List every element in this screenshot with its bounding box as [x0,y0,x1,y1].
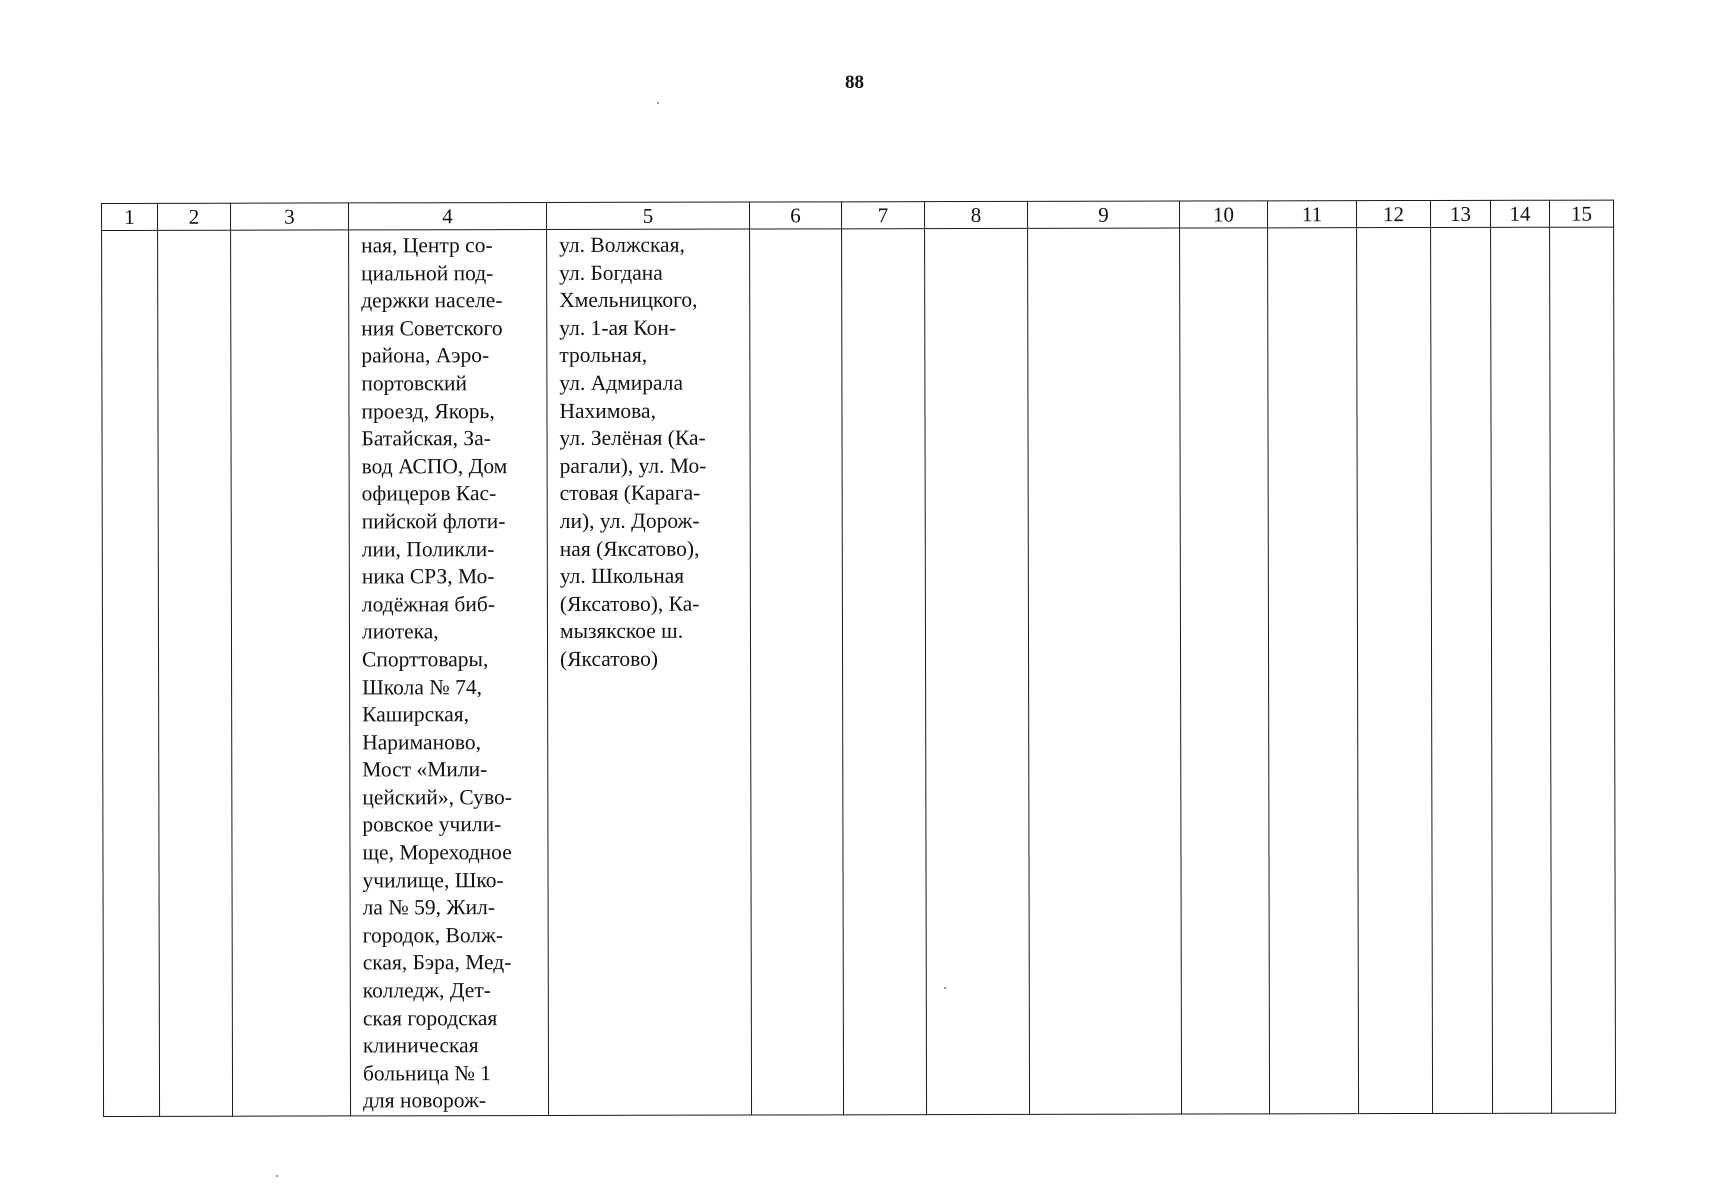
header-cell: 9 [1027,201,1179,228]
cell-text-line: ул. Адмирала [559,370,684,395]
cell-text-line: пийской флоти- [361,509,506,534]
cell-text-line: цейский», Суво- [362,784,512,810]
cell-text-line: Хмельницкого, [559,287,698,313]
cell-text-line: ния Советского [361,315,503,341]
cell-text-line: ще, Мореходное [362,840,512,865]
cell-text-line: циальной под- [361,260,494,286]
table-cell-col-3 [231,230,351,1116]
header-cell: 3 [231,203,349,230]
cell-text-line: района, Аэро- [361,343,490,368]
table-cell-col-14 [1491,227,1552,1113]
table-cell-col-5 [547,229,752,1115]
cell-text-line: Мост «Мили- [362,757,488,782]
cell-text-line: лодёжная биб- [361,591,496,617]
scan-speck [657,102,659,104]
table-row [102,227,1616,1116]
table-cell-col-2 [158,230,233,1116]
table-cell-col-15 [1550,227,1616,1113]
header-cell: 15 [1549,200,1613,227]
table-cell-col-13 [1431,227,1493,1113]
cell-text-line: ул. Школьная [559,563,685,589]
cell-text-line: стовая (Карага- [559,480,701,506]
cell-text-line: ская, Бэра, Мед- [362,950,512,975]
cell-text-line: трольная, [559,343,648,368]
cell-text-line: ли), ул. Дорож- [559,508,700,533]
header-cell: 7 [841,202,924,229]
header-cell: 8 [924,201,1027,228]
cell-text-line: офицеров Кас- [361,481,497,506]
streets-list-text [547,230,750,674]
cell-text-line: Нариманово, [362,729,481,755]
cell-text-line: ника СРЗ, Мо- [361,564,495,589]
header-cell: 6 [749,202,841,229]
cell-text-line: (Яксатово), Ка- [559,591,700,616]
cell-text-line: городок, Волж- [362,922,504,948]
header-cell: 1 [102,203,158,230]
header-cell: 2 [158,203,231,230]
cell-text-line: проезд, Якорь, [361,398,495,423]
cell-text-line: колледж, Дет- [362,978,491,1003]
cell-text-line: больница № 1 [362,1060,492,1086]
header-cell: 12 [1356,200,1430,227]
table-cell-col-9 [1028,228,1182,1114]
cell-text-line: ная, Центр со- [361,233,493,258]
header-cell: 14 [1490,200,1549,227]
cell-text-line: Нахимова, [559,398,656,423]
cell-text-line: лиотека, [361,619,439,644]
cell-text-line: Школа № 74, [362,674,483,699]
table-cell-col-8 [925,228,1030,1114]
cell-text-line: ная (Яксатово), [559,536,700,561]
cell-text-line: ул. 1-ая Кон- [559,315,676,340]
cell-text-line: ровское учили- [362,812,502,837]
data-table [101,200,1616,1117]
cell-text-line: ская городская [362,1005,498,1031]
cell-text-line: ла № 59, Жил- [362,895,496,920]
cell-text-line: Спорттовары, [362,647,489,672]
table-cell-col-10 [1180,228,1270,1114]
page-number: 88 [845,72,864,93]
header-cell: 5 [547,202,750,229]
header-cell: 11 [1267,201,1356,228]
cell-text-line: Каширская, [362,702,470,727]
header-cell: 10 [1179,201,1267,228]
header-cell: 4 [349,202,547,229]
cell-text-line: ул. Зелёная (Ка- [559,425,706,451]
table-cell-col-6 [750,229,844,1115]
table-cell-col-4 [349,229,549,1115]
cell-text-line: клиническая [362,1033,479,1058]
cell-text-line: вод АСПО, Дом [361,453,508,479]
cell-text-line: (Яксатово) [560,646,659,671]
cell-text-line: держки населе- [361,288,503,313]
table-header-row [102,200,1614,230]
table-cell-col-11 [1268,228,1359,1114]
cell-text-line: ул. Волжская, [559,232,685,257]
table-cell-col-1 [102,230,160,1116]
cell-text-line: Батайская, За- [361,426,491,451]
table-cell-col-12 [1357,227,1433,1113]
cell-text-line: ул. Богдана [559,260,663,285]
scan-speck [276,1175,278,1177]
cell-text-line: портовский [361,371,468,396]
cell-text-line: училище, Шко- [362,867,504,893]
stops-list-text [349,230,548,1115]
cell-text-line: для новорож- [363,1088,486,1113]
cell-text-line: мызякское ш. [559,618,684,644]
cell-text-line: лии, Поликли- [361,536,495,561]
header-cell: 13 [1430,200,1490,227]
cell-text-line: рагали), ул. Мо- [559,453,707,478]
table-cell-col-7 [842,229,927,1115]
